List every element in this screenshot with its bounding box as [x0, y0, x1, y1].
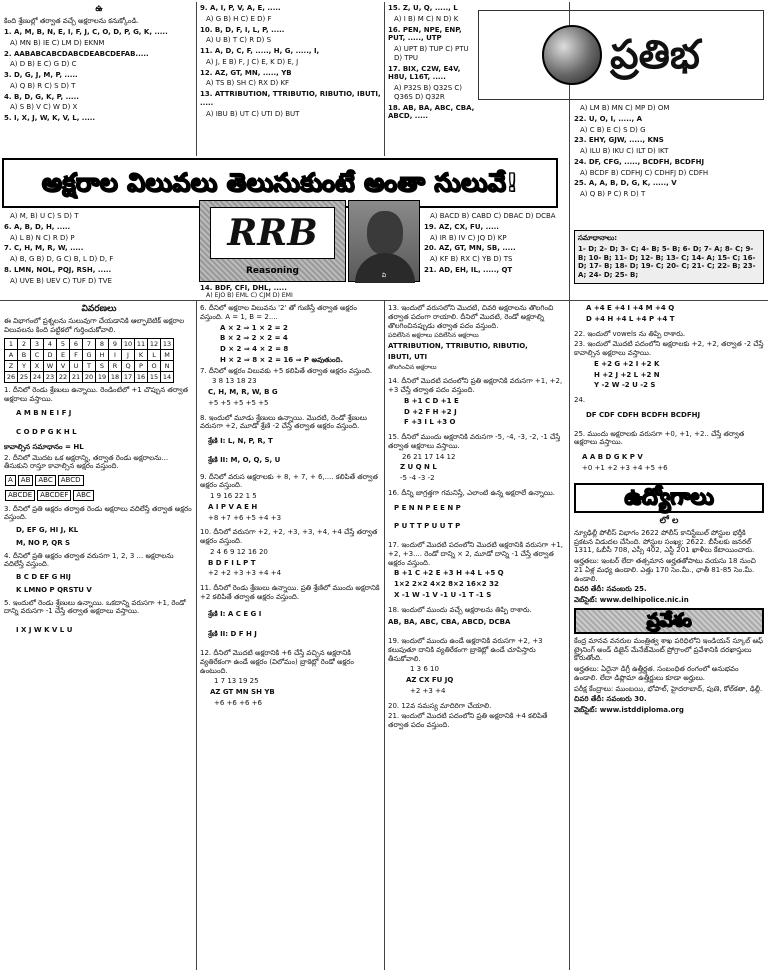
- rrb-caption: Reasoning: [246, 265, 299, 276]
- explanation-9-values: 1 9 16 22 1 5: [210, 492, 257, 500]
- column-divider: [196, 300, 197, 970]
- explanation-15: 15. దీనిలో ముందు అక్షరానికి వరుసగా -5, -4, -3, -2, -1 చేస్తే తర్వాత అక్షరాలు వస్తాయి.: [388, 433, 561, 450]
- question-8: 8. LMN, NOL, PQJ, RSH, .....: [4, 265, 112, 274]
- explanation-22: 22. ఇందులో vowels ను తిప్పి రాశారు.: [574, 329, 686, 338]
- table-cell: J: [122, 349, 135, 360]
- options-25: A) Q B) P C) R D) T: [580, 190, 646, 198]
- table-cell: U: [70, 360, 83, 371]
- explanation-17-line-b: 1×2 2×2 4×2 8×2 16×2 32: [394, 580, 499, 588]
- admissions-banner: ప్రవేశం: [574, 608, 764, 634]
- question-13: 13. ATTRIBUTION, TTRIBUTIO, RIBUTIO, IBUTI, .....: [200, 90, 381, 107]
- question-16: 16. PEN, NPE, ENP, PUT, ....., UTP: [388, 25, 462, 43]
- table-cell: D: [44, 349, 57, 360]
- explanation-8-series-b: శ్రేణి II: M, O, Q, S, U: [208, 455, 281, 464]
- table-cell: B: [18, 349, 31, 360]
- question-1: 1. A, M, B, N, E, I, F, J, C, O, D, P, G, K, .....: [4, 28, 168, 36]
- question-18: 18. AB, BA, ABC, CBA, ABCD, .....: [388, 103, 475, 121]
- explanation-25-steps: +0 +1 +2 +3 +4 +5 +6: [582, 463, 668, 472]
- table-cell: T: [83, 360, 96, 371]
- table-cell: C: [31, 349, 44, 360]
- options-20: A) KF B) RX C) YB D) TS: [430, 255, 513, 263]
- explanation-23-line-b: H +2 J +2 L +2 N: [594, 370, 660, 379]
- alphabet-value-table: [4, 338, 174, 383]
- table-cell: S: [96, 360, 109, 371]
- question-9: 9. A, I, P, V, A, E, .....: [200, 4, 281, 12]
- question-10: 10. B, D, F, I, L, P, .....: [200, 25, 285, 34]
- options-17: A) P32S B) Q32S C) Q36S D) Q32R: [394, 84, 463, 101]
- pratibha-logo: [478, 10, 764, 100]
- options-21: A) LM B) MN C) MP D) OM: [580, 104, 670, 112]
- table-cell: 6: [70, 338, 83, 349]
- explanation-24-series: DF CDF CDFH BCDFH BCDFHJ: [586, 410, 701, 419]
- options-9: A) G B) H C) E D) F: [206, 14, 272, 23]
- jobs-website: వెబ్‌సైట్: www.delhipolice.nic.in: [574, 596, 689, 604]
- answers-block: [574, 226, 764, 298]
- answers-list: 1- D; 2- D; 3- C; 4- B; 5- B; 6- D; 7- A; 8- C; 9- B; 10- B; 11- D; 12- B; 13- C; 14- A; 15- C; 16- D; 17- B; 18- D; 19- C; 20- C; 21- C; 22- B; 23- A; 24- D; 25- B;: [578, 244, 756, 279]
- column-divider: [569, 2, 570, 970]
- explanation-23-line-c: Y -2 W -2 U -2 S: [594, 381, 656, 390]
- explanation-23-line-a: E +2 G +2 I +2 K: [594, 359, 660, 368]
- table-cell: G: [83, 349, 96, 360]
- explanations-intro: ఈ విభాగంలో ప్రశ్నలను సులువుగా చేయడానికి ఆల్ఫాబెటిక్ అక్షరాల విలువలను కింది పట్టికలో గుర్తించుకోవాలి.: [4, 317, 185, 334]
- author-photo: [348, 200, 420, 282]
- face-shape: [367, 211, 403, 255]
- explanation-25-letters: A A B D G K P V: [582, 453, 643, 461]
- table-cell: P: [135, 360, 148, 371]
- jobs-text-2: అర్హతలు: ఇంటర్ లేదా తత్సమాన అర్హతతోపాటు వయసు 18 నుంచి 21 ఏళ్ల మధ్య ఉండాలి. ఎత్తు 170 సెం.మీ., ఛాతీ 81-85 సెం.మీ. ఉండాలి.: [574, 557, 756, 583]
- question-6: 6. A, B, D, H, .....: [4, 222, 71, 231]
- rrb-logo: [199, 200, 346, 282]
- column-divider: [196, 2, 197, 156]
- question-12: 12. AZ, GT, MN, ....., YB: [200, 68, 292, 77]
- explanation-6-line-c: D × 2 ⇒ 4 × 2 = 8: [220, 345, 289, 353]
- table-cell: E: [57, 349, 70, 360]
- letter-box: AB: [18, 475, 34, 486]
- explanation-5: 5. ఇందులో రెండు శ్రేణులు ఉన్నాయి. ఒకదాన్ని వరుసగా +1, రెండో దాన్ని వరుసగా -1 చేస్తే తర్వాత అక్షరాలు వస్తాయి.: [4, 598, 186, 616]
- instruction-text: కింది శ్రేణుల్లో తర్వాత వచ్చే అక్షరాలను కనుక్కోండి.: [4, 17, 139, 26]
- question-15: 15. Z, U, Q, ....., L: [388, 4, 458, 12]
- explanation-7-letters: C, H, M, R, W, B G: [208, 388, 278, 396]
- explanation-24: 24.: [574, 396, 586, 404]
- options-10: A) U B) T C) R D) S: [206, 36, 272, 45]
- table-cell: 11: [135, 338, 148, 349]
- table-cell: N: [161, 360, 174, 371]
- options-7: A) B, G B) D, G C) B, L D) D, F: [10, 255, 114, 263]
- table-cell: 23: [44, 371, 57, 382]
- options-11: A) J, E B) F, J C) E, K D) E, J: [206, 57, 299, 66]
- author-name: వి: [381, 271, 387, 279]
- options-2: A) D B) E C) G D) C: [10, 60, 77, 69]
- explanation-1: 1. దీనిలో రెండు శ్రేణులు ఉన్నాయి. రెండింటిలో +1 చొప్పున తర్వాత అక్షరాలు వస్తాయి.: [4, 385, 189, 403]
- question-14: 14. BDF, CFI, DHL, .....: [200, 284, 287, 292]
- explanation-7-steps: +5 +5 +5 +5 +5: [208, 398, 269, 407]
- headline: అక్షరాల విలువలు తెలుసుకుంటే అంతా సులువే!: [2, 158, 558, 208]
- options-19: A) IR B) IV C) JQ D) KP: [430, 233, 507, 242]
- letter-box: A: [5, 475, 16, 486]
- options-15: A) I B) M C) N D) K: [394, 14, 459, 23]
- question-3: 3. D, G, J, M, P, .....: [4, 71, 78, 79]
- explanation-10-values: 2 4 6 9 12 16 20: [210, 547, 268, 556]
- question-22: 22. U, O, I, ....., A: [574, 114, 643, 123]
- table-cell: V: [57, 360, 70, 371]
- explanation-17: 17. ఇందులో మొదటి పదంలోని మొదటి అక్షరానికి వరుసగా +1, +2, +3.... రెండో దాన్ని × 2, మూడో దాన్ని -1 చేస్తే తర్వాత అక్షరం వస్తుంది.: [388, 541, 564, 567]
- table-cell: 4: [44, 338, 57, 349]
- explanation-12-letters: AZ GT MN SH YB: [210, 688, 275, 696]
- admissions-text-3: పరీక్ష కేంద్రాలు: ముంబయి, భోపాల్, హైదరాబాద్, పుణె, కోల్‌కతా, ఢిల్లీ.: [574, 684, 763, 693]
- rrb-mark: RRB: [210, 207, 335, 259]
- explanation-14-line-b: D +2 F H +2 J: [404, 407, 457, 416]
- explanations-heading: వివరణలు: [81, 304, 117, 314]
- table-cell: F: [70, 349, 83, 360]
- table-cell: 12: [148, 338, 161, 349]
- options-1: A) MN B) IE C) LM D) EKNM: [10, 38, 105, 47]
- questions-block-1: [4, 4, 194, 156]
- question-4: 4. B, D, G, K, P, .....: [4, 92, 79, 101]
- jobs-banner: ఉద్యోగాలు: [574, 483, 764, 513]
- table-cell: L: [148, 349, 161, 360]
- table-cell: 26: [5, 371, 18, 382]
- explanation-18: 18. ఇందులో ముందు వచ్చే అక్షరాలను తిప్పి రాశారు.: [388, 605, 532, 614]
- question-11: 11. A, D, C, F, ....., H, G, ....., I,: [200, 47, 320, 55]
- explanation-12-steps: +6 +6 +6 +6: [214, 698, 262, 707]
- explanation-3-series-b: M, NO P, QR S: [16, 538, 71, 547]
- explanation-6-line-a: A × 2 ⇒ 1 × 2 = 2: [220, 323, 288, 332]
- explanation-2-boxes-b: [4, 490, 194, 501]
- table-cell: 22: [57, 371, 70, 382]
- admissions-website: వెబ్‌సైట్: www.istddiploma.org: [574, 706, 684, 714]
- question-19: 19. AZ, CX, FU, .....: [424, 222, 499, 231]
- question-21: 21. AD, EH, IL, ....., QT: [424, 265, 513, 274]
- question-7: 7. C, H, M, R, W, .....: [4, 244, 84, 253]
- explanation-15-values: 26 21 17 14 12: [402, 452, 456, 461]
- explanation-13-heading: పదిలేసిన అక్షరాలు పదిలేసిన అక్షరాలు: [388, 332, 479, 340]
- letter-box: ABC: [35, 475, 55, 486]
- explanation-11-series-b: శ్రేణి II: D F H J: [208, 630, 257, 639]
- questions-block-5: [4, 212, 196, 298]
- explanation-3-series-a: D, EF G, HI J, KL: [16, 526, 79, 534]
- table-cell: X: [31, 360, 44, 371]
- questions-block-2: [200, 4, 382, 156]
- question-5: 5. I, X, J, W, K, V, L, .....: [4, 114, 96, 122]
- explanation-14: 14. దీనిలో మొదటి పదంలోని ప్రతి అక్షరానికి వరుసగా +1, +2, +3 చేస్తే తర్వాత పదం వస్తుంది.: [388, 377, 563, 394]
- table-cell: 18: [109, 371, 122, 382]
- explanation-16: 16. దీన్ని జాగ్రత్తగా గమనిస్తే, ఎలాంటి ఉన్న అక్షరాలే ఉన్నాయి.: [388, 488, 555, 497]
- table-cell: 5: [57, 338, 70, 349]
- explanation-17-line-a: B +1 C +2 E +3 H +4 L +5 Q: [394, 569, 504, 578]
- explanations-column-1: [4, 304, 194, 968]
- table-cell: I: [109, 349, 122, 360]
- explanation-25: 25. ముందు అక్షరాలకు వరుసగా +0, +1, +2.. చేస్తే తర్వాత అక్షరాలు వస్తాయి.: [574, 429, 745, 447]
- table-cell: 10: [122, 338, 135, 349]
- table-cell: 7: [83, 338, 96, 349]
- question-20: 20. AZ, GT, MN, SB, .....: [424, 244, 516, 253]
- table-row: [5, 338, 174, 349]
- table-cell: H: [96, 349, 109, 360]
- table-cell: 20: [83, 371, 96, 382]
- table-cell: 2: [18, 338, 31, 349]
- options-6: A) L B) N C) R D) P: [10, 233, 75, 242]
- table-row: [5, 360, 174, 371]
- options-13: A) IBU B) UT C) UTI D) BUT: [206, 109, 300, 118]
- explanation-9-letters: A I P V A E H: [208, 502, 258, 511]
- explanation-19-steps: +2 +3 +4: [410, 686, 446, 695]
- explanation-19-values: 1 3 6 10: [410, 665, 439, 674]
- letter-box: ABCD: [58, 475, 84, 486]
- options-16: A) UPT B) TUP C) PTU D) TPU: [394, 45, 469, 62]
- jobs-last-date: చివరి తేదీ: నవంబరు 25.: [574, 585, 647, 594]
- explanation-4-series-a: B C D EF G HIJ: [16, 573, 71, 581]
- explanations-column-3: [388, 304, 567, 968]
- options-23: A) ILU B) IKU C) ILT D) IKT: [580, 147, 669, 155]
- explanation-15-letters: Z U Q N L: [400, 463, 437, 472]
- explanations-column-4: [574, 304, 764, 968]
- explanation-10-steps: +2 +2 +3 +3 +4 +4: [208, 569, 282, 578]
- explanation-13-line-b: IBUTI, UTI: [388, 352, 428, 361]
- admissions-text-1: కేంద్ర మానవ వనరుల మంత్రిత్వ శాఖ పరిధిలోని ఇండియన్ స్కూల్ ఆఫ్ ట్రైనింగ్ అండ్ డిజైన్ మేనేజ్‌మెంట్ ప్రోగ్రాంలో ప్రవేశానికి దరఖాస్తులు కోరుతోంది.: [574, 636, 764, 663]
- question-25: 25. A, A, B, D, G, K, ....., V: [574, 179, 677, 188]
- options-14: A) EJO B) EML C) CJM D) EMI: [206, 292, 293, 299]
- explanation-1-series-a: A M B N E I F J: [16, 409, 72, 418]
- question-24: 24. DF, CFG, ....., BCDFH, BCDFHJ: [574, 157, 705, 166]
- explanation-1-answer: కావాల్సిన సమాధానం = HL: [4, 442, 84, 451]
- explanation-16-series-a: P E N N P E E N P: [394, 503, 461, 512]
- table-cell: M: [161, 349, 174, 360]
- explanation-11: 11. దీనిలో రెండు శ్రేణులు ఉన్నాయి. ప్రతి శ్రేణిలో ముందు అక్షరానికి +2 కలిపితే తర్వాత అక్షరం వస్తుంది.: [200, 584, 380, 601]
- question-23: 23. EHY, GJW, ....., KNS: [574, 136, 664, 145]
- table-row: [5, 349, 174, 360]
- admissions-text-2: అర్హతలు: ఏదైనా డిగ్రీ ఉత్తీర్ణత. సంబంధిత రంగంలో అనుభవం ఉండాలి. లేదా డిప్లొమా ఉత్తీర్ణులు కూడా అర్హులు.: [574, 665, 739, 682]
- explanation-4-series-b: K LMNO P QRSTU V: [16, 585, 92, 594]
- table-cell: Q: [122, 360, 135, 371]
- explanation-3: 3. దీనిలో ప్రతి అక్షరం తర్వాత రెండు అక్షరాలు వదిలేస్తే తర్వాత అక్షరం వస్తుంది.: [4, 504, 192, 522]
- questions-block-6b: [200, 292, 382, 300]
- explanation-8-series-a: శ్రేణి I: L, N, P, R, T: [208, 437, 273, 445]
- explanation-2-boxes-a: [4, 475, 194, 486]
- table-cell: 25: [18, 371, 31, 382]
- questions-block-3: [388, 4, 476, 156]
- explanation-5-series: I X J W K V L U: [16, 626, 73, 634]
- explanation-15-steps: -5 -4 -3 -2: [400, 474, 435, 482]
- explanation-12-values: 1 7 13 19 25: [214, 677, 259, 686]
- table-cell: 21: [70, 371, 83, 382]
- explanations-column-2: [200, 304, 382, 968]
- options-4: A) S B) V C) W D) X: [10, 103, 78, 112]
- exercise-mark: ఉ: [95, 4, 103, 14]
- explanation-6: 6. దీనిలో అక్షరాల విలువను '2' తో గుణిస్తే తర్వాత అక్షరం వస్తుంది. A = 1, B = 2....: [200, 304, 357, 321]
- explanation-10: 10. దీనిలో వరుసగా +2, +2, +3, +3, +4, +4 చేస్తే తర్వాత అక్షరం వస్తుంది.: [200, 528, 378, 545]
- explanation-8: 8. ఇందులో మూడు శ్రేణులు ఉన్నాయి. మొదటి, రెండో శ్రేణులు వరుసగా +2, మూడో శ్రేణి -2 చేస్తే తర్వాత అక్షరం వస్తుంది.: [200, 413, 367, 431]
- explanation-10-letters: B D F I L P T: [208, 558, 256, 567]
- explanation-19: 19. ఇందులో ముందు ఉండే అక్షరానికి వరుసగా +2, +3 కలుపుతూ దానికి వ్యతిరేకంగా బ్రాకెట్లో ఉండే చూపిస్తారు తీసుకోవాలి.: [388, 637, 543, 663]
- table-row: [5, 371, 174, 382]
- options-22: A) C B) E C) S D) G: [580, 125, 646, 134]
- explanation-14-line-a: B +1 C D +1 E: [404, 396, 459, 405]
- table-cell: 24: [31, 371, 44, 382]
- table-cell: A: [5, 349, 18, 360]
- table-cell: 8: [96, 338, 109, 349]
- table-cell: 1: [5, 338, 18, 349]
- globe-icon: [542, 25, 602, 85]
- explanation-7-values: 3 8 13 18 23: [212, 377, 257, 386]
- table-cell: 15: [148, 371, 161, 382]
- table-cell: 19: [96, 371, 109, 382]
- explanation-14-line-c: F +3 I L +3 O: [404, 418, 456, 427]
- table-cell: 3: [31, 338, 44, 349]
- table-cell: 16: [135, 371, 148, 382]
- table-cell: 9: [109, 338, 122, 349]
- explanation-23: 23. ఇందులో మొదటి పదంలోని అక్షరాలకు +2, +2, తర్వాత -2 చేస్తే కావాల్సిన అక్షరాలు వస్తాయి.: [574, 340, 764, 357]
- table-cell: W: [44, 360, 57, 371]
- explanation-1-series-b: C O D P G K H L: [16, 428, 77, 436]
- explanation-6-line-b: B × 2 ⇒ 2 × 2 = 4: [220, 334, 288, 343]
- table-cell: R: [109, 360, 122, 371]
- table-cell: 14: [161, 371, 174, 382]
- question-17: 17. BIX, C2W, E4V, H8U, L16T, .....: [388, 64, 461, 82]
- explanation-21-line-a: A +4 E +4 I +4 M +4 Q: [586, 304, 675, 312]
- answers-heading: సమాధానాలు:: [578, 234, 618, 242]
- column-divider: [384, 2, 385, 156]
- explanation-6-line-d: H × 2 ⇒ 8 × 2 = 16 ⇒ P అవుతుంది.: [220, 355, 344, 364]
- explanation-17-line-c: X -1 W -1 V -1 U -1 T -1 S: [394, 590, 492, 599]
- options-12: A) TS B) SH C) RX D) KF: [206, 79, 290, 88]
- options-5: A) M, B) U C) S D) T: [10, 212, 79, 220]
- options-8: A) UVE B) UEV C) TUF D) TVE: [10, 276, 112, 285]
- table-cell: 13: [161, 338, 174, 349]
- explanation-4: 4. దీనిలో ప్రతి అక్షరం తర్వాత వరుసగా 1, 2, 3 ... అక్షరాలను వదిలేస్తే వస్తుంది.: [4, 551, 174, 569]
- explanation-2: 2. దీనిలో మొదట ఒక అక్షరాన్ని, తర్వాత రెండు అక్షరాలను... తీసుకుని రాస్తూ కావాల్సిన అక్షరం వస్తుంది.: [4, 453, 169, 471]
- options-18: A) BACD B) CABD C) DBAC D) DCBA: [430, 212, 556, 220]
- explanation-19-letters: AZ CX FU JQ: [406, 676, 454, 684]
- answer-key: [574, 230, 764, 284]
- letter-box: ABCDE: [5, 490, 35, 501]
- admissions-last-date: చివరి తేదీ: నవంబరు 30.: [574, 695, 647, 704]
- explanation-12: 12. దీనిలో మొదటి అక్షరానికి +6 చేస్తే వచ్చిన అక్షరానికి వ్యతిరేకంగా ఉండే అక్షరం (విలోమం) బ్రాకెట్లో రెండో అక్షరం ఉంటుంది.: [200, 649, 354, 675]
- explanation-16-series-b: P U T T P U U T P: [394, 522, 461, 531]
- table-cell: Y: [18, 360, 31, 371]
- explanation-13-note: తొలగించిన అక్షరాలు: [388, 363, 437, 371]
- explanation-21: 21. ఇందులో మొదటి పదంలోని ప్రతి అక్షరానికి +4 కలిపితే తర్వాత పదం వస్తుంది.: [388, 712, 548, 729]
- explanation-20: 20. 12వ సమస్య మాదిరిగా చేయాలి.: [388, 701, 492, 710]
- explanation-7: 7. దీనిలో అక్షరం విలువకు +5 కలిపితే తర్వాత అక్షరం వస్తుంది.: [200, 366, 373, 375]
- explanation-9-steps: +8 +7 +6 +5 +4 +3: [208, 513, 282, 522]
- logo-word: ప్రతిభ: [610, 31, 700, 78]
- letter-box: ABC: [73, 490, 93, 501]
- question-2: 2. AABABCABCDABCDEABCDEFAB.....: [4, 49, 149, 58]
- jobs-text-1: న్యూఢిల్లీ పోలీస్ విభాగం 2622 పోలీస్ కానిస్టేబుల్ పోస్టుల భర్తీకి ప్రకటన విడుదల చేసింది. పోస్టుల సంఖ్య: 2622. బీసీలకు జనరల్ 1311, ఓబీసీ 708, ఎస్సీ 402, ఎస్టీ 201 ఖాళీలు కేటాయించారు.: [574, 528, 755, 555]
- options-3: A) Q B) R C) S D) T: [10, 81, 76, 90]
- explanation-11-series-a: శ్రేణి I: A C E G I: [208, 609, 262, 618]
- column-divider: [384, 300, 385, 970]
- jobs-subheading: లో ల: [659, 515, 679, 526]
- questions-block-4: [574, 104, 764, 224]
- explanation-18-series: AB, BA, ABC, CBA, ABCD, DCBA: [388, 618, 511, 627]
- table-cell: O: [148, 360, 161, 371]
- explanation-21-line-b: D +4 H +4 L +4 P +4 T: [586, 314, 675, 323]
- explanation-9: 9. దీనిలో వరుస అక్షరాలకు + 8, + 7, + 6,.... కలిపితే తర్వాత అక్షరం వస్తుంది.: [200, 472, 378, 490]
- letter-box: ABCDEF: [37, 490, 71, 501]
- questions-block-7: [424, 212, 566, 298]
- table-cell: 17: [122, 371, 135, 382]
- options-24: A) BCDF B) CDFHJ C) CDHFJ D) CDFH: [580, 168, 709, 177]
- explanation-13-line-a: ATTRIBUTION, TTRIBUTIO, RIBUTIO,: [388, 342, 528, 350]
- table-cell: K: [135, 349, 148, 360]
- table-cell: Z: [5, 360, 18, 371]
- explanation-13: 13. ఇందులో వరుసలోని మొదటి, చివరి అక్షరాలను తొలగించి తర్వాత పదంగా రాయాలి. దీనిలో మొదటి, రెండో అక్షరాల్ని తొలగించినప్పుడు తర్వాత పదం వస్తుంది.: [388, 304, 554, 330]
